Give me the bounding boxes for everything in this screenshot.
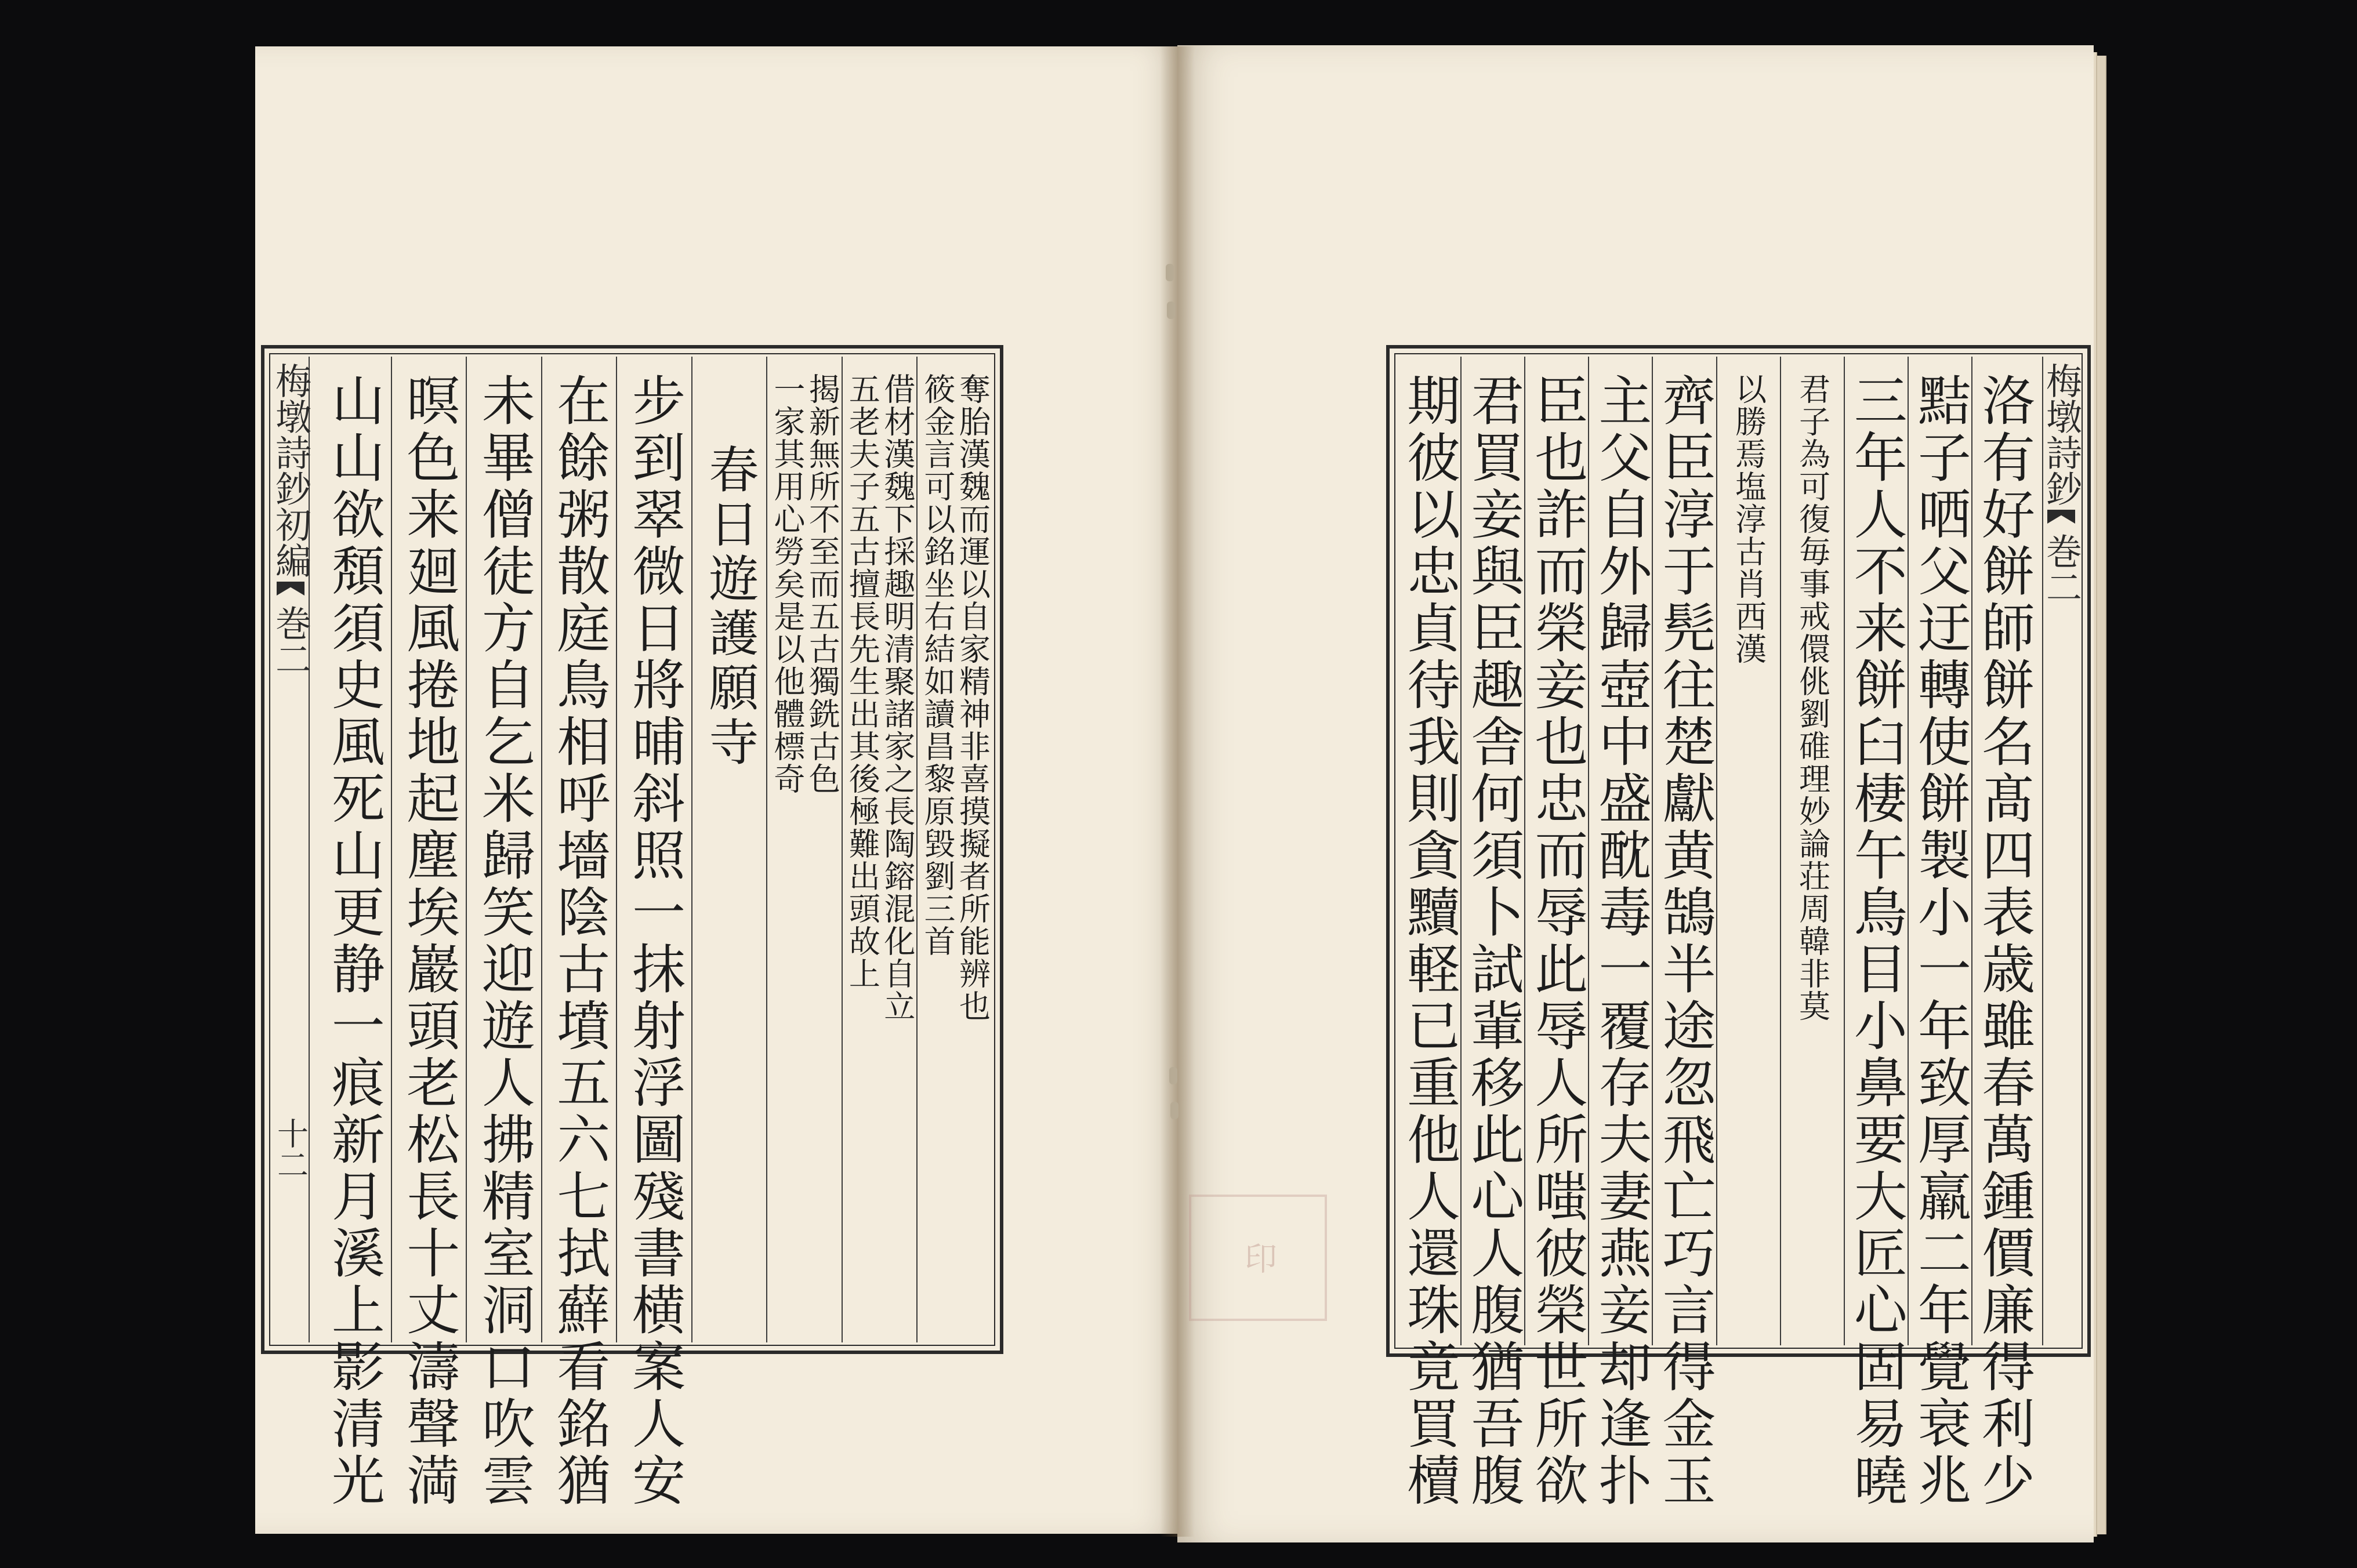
poem-text: 山山欲頽須史風死山更静一痕新月溪上影清光 — [322, 373, 385, 1509]
text-column — [1971, 357, 2035, 1509]
text-column — [1460, 357, 1525, 1509]
poem-text: 齊臣淳于髡往楚獻黄鵠半途忽飛亡巧言得金玉 — [1653, 373, 1716, 1509]
commentary-text: 一家其用心勞矣是以他體標奇 — [768, 373, 806, 795]
banner-volume: 巻二 — [2040, 533, 2083, 605]
right-columns — [1398, 357, 2035, 1509]
text-column — [1780, 357, 1844, 1345]
left-columns — [317, 357, 992, 1509]
poem-text: 主父自外歸壺中盛酖毒一覆存夫妻燕妾却逢扑 — [1590, 373, 1652, 1509]
poem-text: 三年人不来餅臼棲午鳥目小鼻要大匠心固易曉 — [1845, 373, 1908, 1509]
poem-text: 在餘粥散庭鳥相呼墻陰古墳五六七拭蘚看銘猶 — [548, 373, 611, 1509]
text-column — [916, 357, 992, 1342]
banner-volume: 巻二 — [269, 605, 312, 677]
text-column — [1398, 357, 1461, 1509]
poem-text: 洛有好餅師餅名髙四表歳雖春萬鍾價廉得利少 — [1972, 373, 2035, 1509]
commentary-text: 筱金言可以銘坐右結如讀昌黎原毀劉三首 — [919, 373, 956, 957]
text-column — [466, 357, 541, 1509]
poem-text: 暝色来廻風捲地起塵埃巖頭老松長十丈濤聲満 — [398, 373, 460, 1509]
banner-page-number: 十二 — [272, 1117, 309, 1180]
text-column — [1908, 357, 1971, 1509]
poem-text: 黠子哂父迂轉使餅製小一年致厚羸二年覺衰兆 — [1909, 373, 1971, 1509]
poem-text: 君子為可復毎事戒儇佻劉碓理妙論荘周韓非莫 — [1794, 373, 1831, 1022]
commentary-text: 借材漢魏下採趣明清聚諸家之長陶鎔混化自立 — [879, 373, 916, 1022]
right-banner-column — [2040, 357, 2083, 1345]
poem-text: 臣也詐而榮妾也忠而辱此辱人所嗤彼榮世所欲 — [1526, 373, 1589, 1509]
poem-text: 步到翠微日將晡斜照一抹射浮圖殘書横案人安 — [623, 373, 686, 1509]
fish-tail-icon — [2047, 510, 2075, 524]
binding-hole — [1169, 1067, 1177, 1084]
text-column — [1716, 357, 1780, 1345]
left-text-block — [261, 345, 1003, 1509]
text-column — [616, 357, 691, 1509]
commentary-text: 五老夫子五古擅長先生出其後極難出頭故上 — [844, 373, 881, 990]
banner-title: 梅墩詩鈔 — [2040, 362, 2083, 506]
text-column — [391, 357, 466, 1509]
poem-text: 未畢僧徒方自乞米歸笑迎遊人拂精室洞口吹雲 — [473, 373, 535, 1509]
commentary-text: 奪胎漢魏而運以自家精神非喜摸擬者所能辨也 — [954, 373, 991, 1022]
binding-hole — [1170, 1102, 1178, 1119]
poem-text: 期彼以忠貞待我則貪黷軽已重他人還珠竟買櫝 — [1398, 373, 1461, 1509]
poem-text: 君買妾與臣趣舎何須卜試軰移此心人腹猶吾腹 — [1462, 373, 1525, 1509]
binding-hole — [1167, 302, 1175, 319]
left-banner-column — [269, 357, 312, 1342]
text-column — [766, 357, 842, 1342]
text-column — [317, 357, 391, 1509]
banner-title: 梅墩詩鈔初編 — [269, 362, 312, 578]
binding-hole — [1166, 264, 1174, 281]
fish-tail-icon — [277, 582, 304, 596]
text-column — [691, 357, 767, 1342]
commentary-text: 揭新無所不至而五古獨銑古色 — [804, 373, 841, 795]
faded-seal: 印 — [1189, 1195, 1327, 1321]
right-text-block — [1386, 345, 2091, 1509]
text-column — [541, 357, 617, 1509]
text-column — [1588, 357, 1652, 1509]
text-column — [1844, 357, 1908, 1509]
text-column — [842, 357, 917, 1342]
text-column — [1652, 357, 1716, 1509]
text-column — [1524, 357, 1589, 1509]
poem-text: 以勝焉塩淳古肖西漢 — [1730, 373, 1767, 665]
poem-title: 春日遊護願寺 — [700, 444, 759, 771]
